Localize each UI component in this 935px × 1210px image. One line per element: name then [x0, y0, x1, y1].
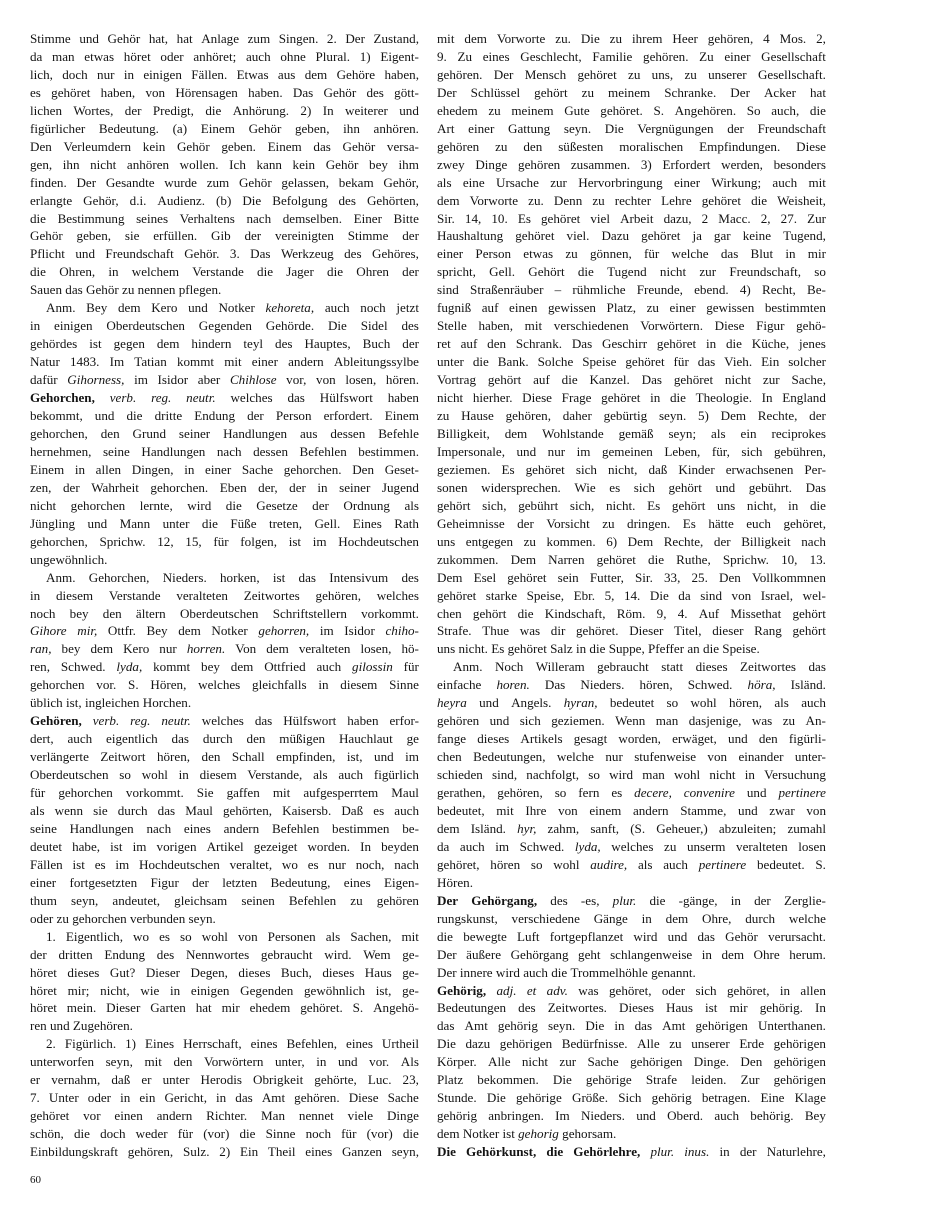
text-line: ran, bey dem Kero nur horren. Von dem veralteten losen, hö- — [30, 641, 419, 657]
text-line: erlangte Gehör, d.i. Audienz. (b) Die Befolgung des Gehörten, — [30, 192, 419, 208]
text-line: 1. Eigentlich, wo es so wohl von Personen als Sachen, mit — [46, 928, 419, 944]
text-line: gehorchen, den Grund seiner Handlungen aus dessen Befehle — [30, 425, 419, 441]
text-line: Sauen das Gehör zu nennen pflegen. — [30, 282, 222, 298]
text-line: Die Gehörkunst, die Gehörlehre, plur. inus. in der Naturlehre, — [437, 1144, 826, 1160]
text-line: Hören. — [437, 874, 473, 890]
text-line: zwey Dinge gehören zusammen. 3) Erfordert werden, besonders — [437, 156, 826, 172]
text-line: dem Isländ. hyr, zahm, sanft, (S. Geheuer,) abzuleiten; zumahl — [437, 820, 826, 836]
text-line: die Bestimmung seines Verhaltens nach demselben. Einer Bitte — [30, 210, 419, 226]
text-line: uns nicht. Es gehöret Salz in die Suppe, Pfeffer an die Speise. — [437, 641, 760, 657]
text-line: er vernahm, daß er unter Herodis Obrigkeit gehörte, Luc. 23, — [30, 1072, 419, 1088]
text-line: da man etwas höret oder anhöret; auch ohne Plural. 1) Eigent- — [30, 48, 419, 64]
text-line: noch bey den ältern Oberdeutschen Schriftstellern vorkommt. — [30, 605, 419, 621]
text-line: gehörig anbringen. Im Nieders. und Oberd. auch behörig. Bey — [437, 1108, 826, 1124]
text-line: Anm. Gehorchen, Nieders. horken, ist das Intensivum des — [46, 569, 419, 585]
text-line: als wenn sie durch das Maul gehörten, Kaisersb. Daß es auch — [30, 802, 419, 818]
text-line: Einbildungskraft gehören, Sulz. 2) Ein Theil eines Ganzen seyn, — [30, 1144, 419, 1160]
text-line: Haushaltung gehöret viel. Dazu gehöret ja gar keine Tugend, — [437, 228, 826, 244]
text-line: lich, doch nur in einigen Fällen. Etwas aus dem Gehöre haben, — [30, 66, 419, 82]
text-line: gehöret, hören so wohl audire, als auch pertinere bedeutet. S. — [437, 856, 826, 872]
text-line: hernehmen, seine Handlungen nach dessen Befehlen bestimmen. — [30, 443, 419, 459]
text-line: seine Handlungen nach eines andern Befehlen bestimmen be- — [30, 820, 419, 836]
text-line: verlängerte Zeitwort hören, den Schall empfinden, ist, und im — [30, 749, 419, 765]
text-line: Der innere wird auch die Trommelhöhle genannt. — [437, 964, 696, 980]
text-line: Dem Esel gehöret sein Futter, Sir. 33, 25. Den Vollkommnen — [437, 569, 826, 585]
text-line: Anm. Bey dem Kero und Notker kehoreta, auch noch jetzt — [46, 300, 419, 316]
text-line: Billigkeit, dem Wohlstande gemäß seyn; als ein reciprokes — [437, 425, 826, 441]
text-line: gehördes ist gegen dem hindern teyl des Hauptes, Buch der — [30, 336, 419, 352]
text-line: Die dazu gehörigen Bedürfnisse. Alle zu unserer Erde gehörigen — [437, 1036, 826, 1052]
text-line: Impersonale, und nur im gemeinen Leben, für, sich gebühren, — [437, 443, 826, 459]
text-line: oder zu gehorchen verbunden seyn. — [30, 910, 216, 926]
text-line: Pflicht und Freundschaft Gehör. 3. Das Werkzeug des Gehöres, — [30, 246, 419, 262]
text-line: höret mir; nicht, wie in einigen Gegenden gewöhnlich ist, ge- — [30, 982, 419, 998]
text-line: Platz bekommen. Die gehörige Strafe leiden. Zur gehörigen — [437, 1072, 826, 1088]
text-line: thum seyn, andeutet, gleichsam seinen Befehlen zu gehören — [30, 892, 419, 908]
text-line: Gehörig, adj. et adv. was gehöret, oder sich gehöret, in allen — [437, 982, 826, 998]
text-line: unterworfen seyn, mit den Vorwörtern unter, in und vor. Als — [30, 1054, 419, 1070]
text-line: Der Gehörgang, des -es, plur. die -gänge, in der Zerglie- — [437, 892, 826, 908]
text-line: für gehorchen vorkommt. Sie gaffen mit aufgesperrtem Maul — [30, 785, 419, 801]
text-line: sonen widersprechen. Wie es sich gehört und gebührt. Das — [437, 479, 826, 495]
text-line: dem Notker ist gehorig gehorsam. — [437, 1126, 617, 1142]
text-line: ungewöhnlich. — [30, 551, 108, 567]
text-line: unter die Bank. Solche Speise gehöret für das Vieh. Ein solcher — [437, 354, 826, 370]
text-line: rungskunst, verschiedene Gänge in dem Ohre, durch welche — [437, 910, 826, 926]
text-line: Stelle haben, mit verschiedenen Vorwörtern. Diese Figur gehö- — [437, 318, 826, 334]
text-line: chen Bedeutungen, welche nur stufenweise von einander unter- — [437, 749, 826, 765]
text-line: einer Person etwas zu gönnen, für welche das Blut in mir — [437, 246, 826, 262]
text-line: Einem in allen Dingen, in einer Sache gehorchen. Den Geset- — [30, 461, 419, 477]
text-line: dert, auch eigentlich das durch den müßigen Hauchlaut ge — [30, 731, 419, 747]
text-line: gehöret starke Speise, Ebr. 5, 14. Die da sind von Israel, wel- — [437, 587, 826, 603]
text-line: ret auf den Schrank. Das Geschirr gehöret in die Küche, jenes — [437, 336, 826, 352]
text-line: deutet habe, ist im vorigen Artikel gezeiget worden. In beyden — [30, 838, 419, 854]
text-line: Art einer Gattung seyn. Die Vergnügungen der Freundschaft — [437, 120, 826, 136]
text-line: Sir. 14, 10. Es gehöret viel Arbeit dazu, 2 Macc. 2, 27. Zur — [437, 210, 826, 226]
text-line: ren, Schwed. lyda, kommt bey dem Ottfried auch gilossin für — [30, 659, 419, 675]
text-line: es gehöret haben, von Hörensagen haben. Das Gehör des gött- — [30, 84, 419, 100]
text-line: üblich ist, ingleichen Horchen. — [30, 695, 192, 711]
text-line: Der äußere Gehörgang geht schlangenweise in dem Ohre herum. — [437, 946, 826, 962]
text-line: Fällen ist es im Hochdeutschen veraltet, wo es nur noch, nach — [30, 856, 419, 872]
text-line: nicht hierher. Diese Frage gehöret in die Theologie. In England — [437, 390, 826, 406]
text-line: fugniß auf einen gewissen Platz, zu einer gewissen bestimmten — [437, 300, 826, 316]
text-line: Oberdeutschen so wohl in diesem Verstande, als auch figürlich — [30, 767, 419, 783]
text-line: dem Vorworte zu. Denn zu rechter Lehre gehöret die Weisheit, — [437, 192, 826, 208]
text-line: mit dem Vorworte zu. Die zu ihrem Heer gehören, 4 Mos. 2, — [437, 31, 826, 46]
text-line: ren und Zugehören. — [30, 1018, 133, 1034]
text-line: in einigen Oberdeutschen Gegenden Gehörde. Die Sidel des — [30, 318, 419, 334]
text-line: chen gehört die Kindschaft, Röm. 9, 4. Auf Missethat gehört — [437, 605, 826, 621]
text-line: bekommt, und die dritte Endung der Person erfordert. Einem — [30, 408, 419, 424]
text-line: Der Schlüssel gehört zu meinem Schranke. Der Acker hat — [437, 84, 826, 100]
text-line: ehedem zu meinem Gute gehöret. S. Angehören. So auch, die — [437, 102, 826, 118]
text-line: gehören. Der Mensch gehöret zu uns, zu unserer Gesellschaft. — [437, 66, 826, 82]
text-line: lichen Wortes, der Predigt, die Anhörung. 2) In weiterer und — [30, 102, 419, 118]
text-line: Geheimnisse der Vorsicht zu dringen. Es hätte euch gehöret, — [437, 515, 826, 531]
text-line: höret mein. Dieser Garten hat mir ehedem gehöret. S. Angehö- — [30, 1000, 419, 1016]
text-line: heyra und Angels. hyran, bedeutet so wohl hören, als auch — [437, 695, 826, 711]
text-line: gehören und sich geziemen. Wenn man dasjenige, was zu An- — [437, 713, 826, 729]
text-line: sind Straßenräuber – rühmliche Freunde, ebend. 4) Recht, Be- — [437, 282, 826, 298]
text-line: geziemen. Es gehöret sich nicht, daß Kinder erwachsenen Per- — [437, 461, 826, 477]
text-line: Gehören, verb. reg. neutr. welches das Hülfswort haben erfor- — [30, 713, 419, 729]
text-line: 7. Unter oder in ein Gericht, in das Amt gehören. Diese Sache — [30, 1090, 419, 1106]
text-line: Strafe. Thue was dir gehöret. Dieser Titel, dieser Rang gehört — [437, 623, 826, 639]
text-line: da auch im Schwed. lyda, welches zu unserm veralteten losen — [437, 838, 826, 854]
page-number: 60 — [30, 1174, 41, 1186]
text-line: das Amt gehörig seyn. Die in das Amt gehörigen Unterthanen. — [437, 1018, 826, 1034]
text-line: figürlicher Bedeutung. (a) Einem Gehör geben, ihn anhören. — [30, 120, 419, 136]
text-line: in diesem Verstande veralteten Zeitwortes gehören, welches — [30, 587, 419, 603]
text-line: gehöret vor einen andern Richter. Man nennet viele Dinge — [30, 1108, 419, 1124]
left-text-column — [30, 30, 419, 1161]
text-line: höret dieses Gut? Dieser Degen, dieses Buch, dieses Haus ge- — [30, 964, 419, 980]
text-line: als eine Ursache zur Hervorbringung einer Wirkung; auch mit — [437, 174, 826, 190]
text-line: Den Verleumdern kein Gehör geben. Einem das Gehör versa- — [30, 138, 419, 154]
text-line: Bedeutungen des Zeitwortes. Dieses Haus ist mir gehörig. In — [437, 1000, 826, 1016]
text-line: finden. Der Gesandte wurde zum Gehör gelassen, bekam Gehör, — [30, 174, 419, 190]
text-line: 2. Figürlich. 1) Eines Herrschaft, eines Befehlen, eines Urtheil — [46, 1036, 419, 1052]
text-line: uns entgegen zu kommen. 6) Dem Rechte, der Billigkeit nach — [437, 533, 826, 549]
text-line: dafür Gihorness, im Isidor aber Chihlose vor, von losen, hören. — [30, 372, 419, 388]
text-line: Vortrag gehört auf die Kanzel. Das gehöret nicht zur Sache, — [437, 372, 826, 388]
text-line: einer fortgesetzten Figur der letzten Bedeutung, eines Eigen- — [30, 874, 419, 890]
text-line: Jüngling und Mann unter die Füße treten, Gell. Eines Rath — [30, 515, 419, 531]
text-line: Stimme und Gehör hat, hat Anlage zum Singen. 2. Der Zustand, — [30, 31, 419, 46]
text-line: gehören zu den süßesten moralischen Empfindungen. Diese — [437, 138, 826, 154]
text-line: 9. Zu eines Geschlecht, Familie gehören. Zu einer Gesellschaft — [437, 48, 826, 64]
text-line: gen, ihn nicht anhören wollen. Ich kann kein Gehör bey ihm — [30, 156, 419, 172]
text-line: Anm. Noch Willeram gebraucht statt dieses Zeitwortes das — [453, 659, 826, 675]
text-line: gerathen, gehören, so fern es decere, convenire und pertinere — [437, 785, 826, 801]
text-line: Stunde. Die gehörige Größe. Sich gehörig betragen. Eine Klage — [437, 1090, 826, 1106]
text-line: bedeutet, mit Ihre von einem andern Stamme, und zwar von — [437, 802, 826, 818]
text-line: zu Hause gehören, daher gebürtig seyn. 5) Dem Rechte, der — [437, 408, 826, 424]
right-text-column — [437, 30, 826, 1161]
text-line: gehört sich, gebührt sich, nicht. Es gehört uns nicht, in die — [437, 497, 826, 513]
text-line: die Ohren, in welchem Verstande die Jager die Ohren der — [30, 264, 419, 280]
text-line: Natur 1483. Im Tatian kommt mit einer andern Ableitungssylbe — [30, 354, 419, 370]
text-line: zen, der Wahrheit gehorchen. Eben der, der in seiner Jugend — [30, 479, 419, 495]
text-line: der dritten Endung des Nennwortes gebraucht wird. Wem ge- — [30, 946, 419, 962]
text-line: gehorchen vor. S. Hören, welches gleichfalls in diesem Sinne — [30, 677, 419, 693]
text-line: spricht, Gell. Gehört die Tugend nicht zur Freundschaft, so — [437, 264, 826, 280]
text-line: Gihore mir, Ottfr. Bey dem Notker gehorren, im Isidor chiho- — [30, 623, 419, 639]
text-line: schön, die doch weder für (vor) die Sinne noch für (vor) die — [30, 1126, 419, 1142]
text-line: Gehorchen, verb. reg. neutr. welches das Hülfswort haben — [30, 390, 419, 406]
text-line: fange dieses Artikels gesagt worden, erwäget, und den figürli- — [437, 731, 826, 747]
text-line: Körper. Alle nicht zur Sache gehörigen Dinge. Den gehörigen — [437, 1054, 826, 1070]
text-line: einfache horen. Das Nieders. hören, Schwed. höra, Isländ. — [437, 677, 826, 693]
text-line: gehorchen, Sprichw. 12, 15, für folgen, ist im Hochdeutschen — [30, 533, 419, 549]
text-line: Gehör geben, sie erfüllen. Gib der vereinigten Stimme der — [30, 228, 419, 244]
text-line: schieden sind, nachfolgt, so wird man wohl nicht in Versuchung — [437, 767, 826, 783]
text-line: nicht gehorchen lernte, wird die Gesetze der Ordnung als — [30, 497, 419, 513]
text-line: zukommen. Dem Narren gehöret die Ruthe, Sprichw. 10, 13. — [437, 551, 826, 567]
text-line: die bewegte Luft fortgepflanzet wird und das Gehör verursacht. — [437, 928, 826, 944]
